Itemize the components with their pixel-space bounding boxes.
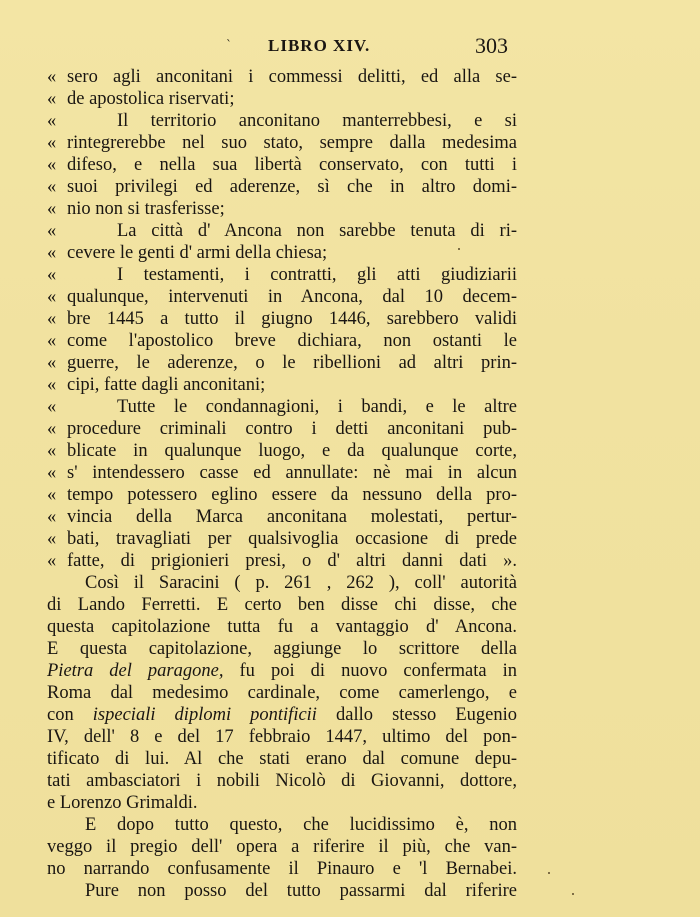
text-line: di Lando Ferretti. E certo ben disse chi disse, che	[47, 595, 517, 615]
quote-mark: «	[47, 419, 57, 439]
line-text: come l'apostolico breve dichiara, non ostanti le	[67, 331, 517, 351]
text-line	[47, 506, 517, 528]
text-line	[47, 198, 517, 220]
page-body	[47, 66, 517, 902]
quote-mark: «	[47, 287, 57, 307]
quote-mark: «	[47, 485, 57, 505]
text-line	[47, 176, 517, 198]
quote-mark: «	[47, 133, 57, 153]
line-text: nio non si trasferisse;	[67, 199, 225, 219]
line-text: con	[47, 705, 93, 725]
line-text: Il territorio anconitano manterrebbesi, e si	[117, 111, 517, 131]
page-header	[40, 33, 660, 64]
text-line	[47, 352, 517, 374]
line-text: cipi, fatte dagli anconitani;	[67, 375, 266, 395]
quote-mark: «	[47, 221, 57, 241]
quote-mark: «	[47, 331, 57, 351]
line-text: bati, travagliati per qualsivoglia occasione di prede	[67, 529, 517, 549]
line-text: suoi privilegi ed aderenze, sì che in altro domi-	[67, 177, 517, 197]
text-line	[47, 528, 517, 550]
text-line: Così il Saracini ( p. 261 , 262 ), coll' autorità	[85, 573, 517, 593]
line-text: qualunque, intervenuti in Ancona, dal 10 decem-	[67, 287, 517, 307]
quote-mark: «	[47, 67, 57, 87]
italic-title: ispeciali diplomi pontificii	[92, 705, 317, 725]
quote-mark: «	[47, 89, 57, 109]
text-line: Pure non posso del tutto passarmi dal riferire	[85, 881, 517, 901]
paper-speck	[458, 248, 460, 250]
line-text: s' intendessero casse ed annullate: nè mai in alcun	[67, 463, 517, 483]
text-line: Roma dal medesimo cardinale, come camerlengo, e	[47, 683, 517, 703]
header-mark: `	[226, 38, 232, 52]
quote-mark: «	[47, 243, 57, 263]
text-line: E dopo tutto questo, che lucidissimo è, non	[85, 815, 517, 835]
line-text: Tutte le condannagioni, i bandi, e le altre	[117, 397, 517, 417]
text-line: tati ambasciatori i nobili Nicolò di Giovanni, dottore,	[47, 771, 517, 791]
line-text: fu poi di nuovo confermata in	[223, 661, 517, 681]
line-text: dallo stesso Eugenio	[316, 705, 518, 725]
text-line: questa capitolazione tutta fu a vantaggio d' Ancona.	[47, 617, 517, 637]
text-line	[47, 308, 517, 330]
running-title: LIBRO XIV.	[268, 36, 371, 55]
line-text: blicate in qualunque luogo, e da qualunque corte,	[67, 441, 517, 461]
text-line	[47, 396, 517, 418]
line-text: guerre, le aderenze, o le ribellioni ad altri prin-	[67, 353, 517, 373]
line-text: difeso, e nella sua libertà conservato, con tutti i	[67, 155, 517, 175]
line-text: cevere le genti d' armi della chiesa;	[67, 243, 328, 263]
text-line: e Lorenzo Grimaldi.	[47, 793, 198, 813]
quote-mark: «	[47, 375, 57, 395]
line-text: rintegrerebbe nel suo stato, sempre dalla medesima	[67, 133, 517, 153]
quote-mark: «	[47, 353, 57, 373]
paper-speck	[572, 893, 574, 895]
text-line: tificato di lui. Al che stati erano dal comune depu-	[47, 749, 517, 769]
text-line	[47, 286, 517, 308]
quote-mark: «	[47, 441, 57, 461]
quote-mark: «	[47, 155, 57, 175]
paper-speck	[548, 872, 550, 874]
text-line	[47, 484, 517, 506]
text-line	[47, 374, 517, 396]
text-line	[47, 660, 517, 682]
text-line	[47, 154, 517, 176]
page-number: 303	[475, 33, 508, 58]
text-line	[47, 440, 517, 462]
text-line	[47, 220, 517, 242]
text-line	[47, 462, 517, 484]
text-line	[47, 264, 517, 286]
line-text: sero agli anconitani i commessi delitti, ed alla se-	[67, 67, 517, 87]
quote-mark: «	[47, 111, 57, 131]
text-line	[47, 66, 517, 88]
text-line: IV, dell' 8 e del 17 febbraio 1447, ultimo del pon-	[47, 727, 517, 747]
line-text: de apostolica riservati;	[67, 89, 235, 109]
italic-title: Pietra del paragone,	[47, 661, 224, 681]
line-text: I testamenti, i contratti, gli atti giudiziarii	[117, 265, 517, 285]
line-text: tempo potessero eglino essere da nessuno della pro-	[67, 485, 517, 505]
text-line	[47, 242, 517, 264]
line-text: fatte, di prigionieri presi, o d' altri danni dati ».	[67, 551, 517, 571]
quote-mark: «	[47, 265, 57, 285]
text-line	[47, 704, 517, 726]
quote-mark: «	[47, 463, 57, 483]
quote-mark: «	[47, 507, 57, 527]
quote-mark: «	[47, 397, 57, 417]
text-line: E questa capitolazione, aggiunge lo scrittore della	[47, 639, 517, 659]
quote-mark: «	[47, 529, 57, 549]
quote-mark: «	[47, 199, 57, 219]
text-line	[47, 110, 517, 132]
text-line	[47, 330, 517, 352]
quote-mark: «	[47, 309, 57, 329]
line-text: La città d' Ancona non sarebbe tenuta di ri-	[117, 221, 517, 241]
text-line	[47, 550, 517, 572]
line-text: procedure criminali contro i detti anconitani pub-	[67, 419, 517, 439]
text-line: no narrando confusamente il Pinauro e 'l Bernabei.	[47, 859, 517, 879]
quote-mark: «	[47, 177, 57, 197]
text-line	[47, 418, 517, 440]
text-line	[47, 88, 517, 110]
text-line: veggo il pregio dell' opera a riferire il più, che van-	[47, 837, 517, 857]
line-text: vincia della Marca anconitana molestati, pertur-	[67, 507, 517, 527]
line-text: bre 1445 a tutto il giugno 1446, sarebbero validi	[67, 309, 517, 329]
quote-mark: «	[47, 551, 57, 571]
text-line	[47, 132, 517, 154]
